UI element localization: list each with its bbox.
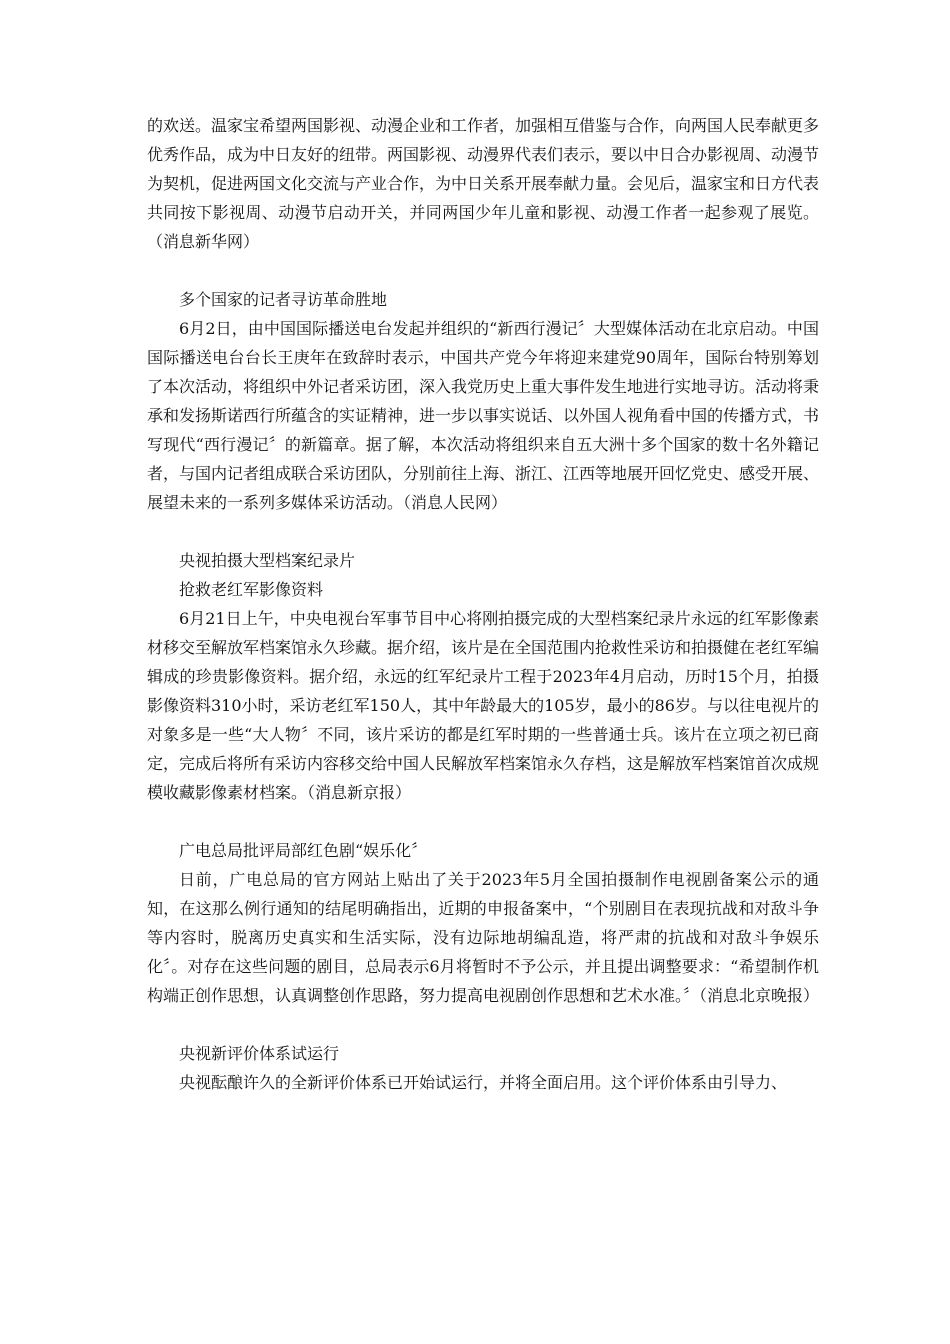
- section-body-sarft-criticism: 日前，广电总局的官方网站上贴出了关于2023年5月全国拍摄制作电视剧备案公示的通知，在这那么例行通知的结尾明确指出，近期的申报备案中，“个别剧目在表现抗战和对敌斗争等内容时，脱离历史真实和生活实际，没有边际地胡编乱造，将严肃的抗战和对敌斗争娱乐化〞。对存在这些问题的剧目，总局表示6月将暂时不予公示，并且提出调整要求：“希望制作机构端正创作思想，认真调整创作思路，努力提高电视剧创作思想和艺术水准。〞（消息北京晚报）: [147, 870, 820, 1005]
- spacer: [147, 807, 819, 836]
- section-title-sarft-criticism: 广电总局批评局部红色剧“娱乐化〞: [179, 841, 428, 860]
- section-subtitle-cctv-documentary: 抢救老红军影像资料: [179, 580, 324, 599]
- section-title-cctv-evaluation: 央视新评价体系试运行: [179, 1044, 340, 1063]
- section-body-cctv-evaluation: 央视酝酿许久的全新评价体系已开始试运行，并将全面启用。这个评价体系由引导力、: [179, 1073, 788, 1092]
- section-title-reporters: 多个国家的记者寻访革命胜地: [179, 290, 388, 309]
- spacer: [147, 1010, 819, 1039]
- spacer: [147, 517, 819, 546]
- section-body-reporters: 6月2日，由中国国际播送电台发起并组织的“新西行漫记〞大型媒体活动在北京启动。中国国际播送电台台长王庚年在致辞时表示，中国共产党今年将迎来建党90周年，国际台特别筹划了本次活动，将组织中外记者采访团，深入我党历史上重大事件发生地进行实地寻访。活动将秉承和发扬斯诺西行所蕴含的实证精神，进一步以事实说话、以外国人视角看中国的传播方式，书写现代“西行漫记〞的新篇章。据了解，本次活动将组织来自五大洲十多个国家的数十名外籍记者，与国内记者组成联合采访团队，分别前往上海、浙江、江西等地展开回忆党史、感受开展、展望未来的一系列多媒体采访活动。（消息人民网）: [147, 319, 820, 512]
- section-body-cctv-documentary: 6月21日上午，中央电视台军事节目中心将刚拍摄完成的大型档案纪录片永远的红军影像素材移交至解放军档案馆永久珍藏。据介绍，该片是在全国范围内抢救性采访和拍摄健在老红军编辑成的珍贵影像资料。据介绍，永远的红军纪录片工程于2023年4月启动，历时15个月，拍摄影像资料310小时，采访老红军150人，其中年龄最大的105岁，最小的86岁。与以往电视片的对象多是一些“大人物〞不同，该片采访的都是红军时期的一些普通士兵。该片在立项之初已商定，完成后将所有采访内容移交给中国人民解放军档案馆永久存档，这是解放军档案馆首次成规模收藏影像素材档案。（消息新京报）: [147, 609, 820, 802]
- spacer: [147, 256, 819, 285]
- article-content: [147, 111, 819, 1097]
- section-title-cctv-documentary: 央视拍摄大型档案纪录片: [179, 551, 356, 570]
- paragraph-continued: 的欢送。温家宝希望两国影视、动漫企业和工作者，加强相互借鉴与合作，向两国人民奉献更多优秀作品，成为中日友好的纽带。两国影视、动漫界代表们表示，要以中日合办影视周、动漫节为契机，促进两国文化交流与产业合作，为中日关系开展奉献力量。会见后，温家宝和日方代表共同按下影视周、动漫节启动开关，并同两国少年儿童和影视、动漫工作者一起参观了展览。（消息新华网）: [147, 116, 820, 251]
